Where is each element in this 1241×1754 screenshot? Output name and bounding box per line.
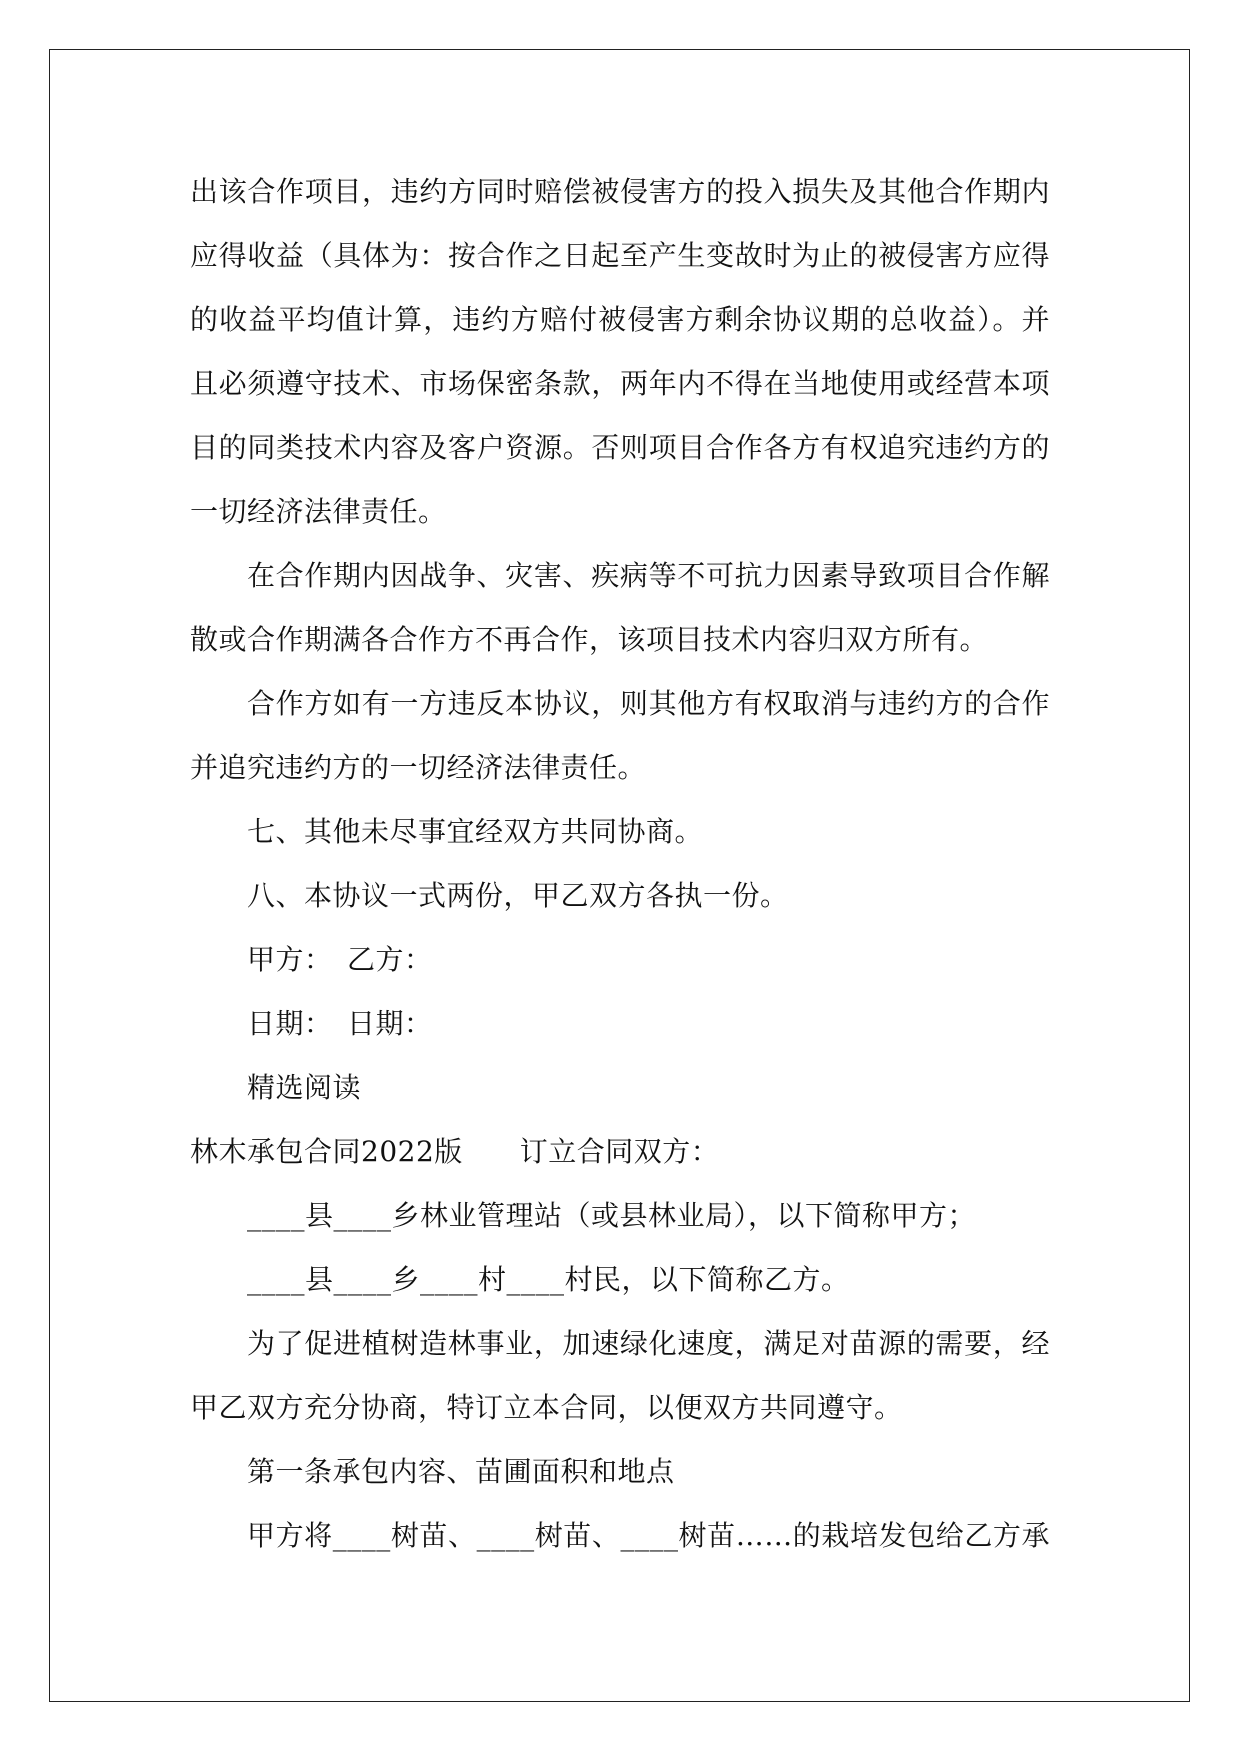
text-line: 为了促进植树造林事业，加速绿化速度，满足对苗源的需要，经 (247, 1327, 1050, 1360)
text-line: 散或合作期满各合作方不再合作，该项目技术内容归双方所有。 (190, 623, 989, 656)
article-heading: 第一条承包内容、苗圃面积和地点 (247, 1455, 675, 1488)
text-line: 合作方如有一方违反本协议，则其他方有权取消与违约方的合作 (247, 687, 1050, 720)
signature-party-labels: 甲方： 乙方： (247, 943, 433, 976)
text-line: 且必须遵守技术、市场保密条款，两年内不得在当地使用或经营本项 (190, 367, 1050, 400)
text-line: 出该合作项目，违约方同时赔偿被侵害方的投入损失及其他合作期内 (190, 175, 1050, 208)
text-line: 甲方将____树苗、____树苗、____树苗……的栽培发包给乙方承 (247, 1519, 1050, 1552)
text-line: 在合作期内因战争、灾害、疾病等不可抗力因素导致项目合作解 (247, 559, 1050, 592)
text-line: 的收益平均值计算，违约方赔付被侵害方剩余协议期的总收益）。并 (190, 303, 1050, 336)
text-line: ____县____乡林业管理站（或县林业局），以下简称甲方； (247, 1199, 977, 1232)
text-line: ____县____乡____村____村民，以下简称乙方。 (247, 1263, 850, 1296)
document-body (190, 160, 1050, 1568)
text-line: 并追究违约方的一切经济法律责任。 (190, 751, 647, 784)
section-heading: 精选阅读 (247, 1071, 362, 1104)
text-line: 一切经济法律责任。 (190, 495, 447, 528)
signature-date-labels: 日期： 日期： (247, 1007, 433, 1040)
text-line: 甲乙双方充分协商，特订立本合同，以便双方共同遵守。 (190, 1391, 903, 1424)
text-line: 八、本协议一式两份，甲乙双方各执一份。 (247, 879, 789, 912)
text-line: 七、其他未尽事宜经双方共同协商。 (247, 815, 704, 848)
text-line: 目的同类技术内容及客户资源。否则项目合作各方有权追究违约方的 (190, 431, 1050, 464)
text-line: 应得收益（具体为：按合作之日起至产生变故时为止的被侵害方应得 (190, 239, 1050, 272)
contract-title-line: 林木承包合同2022版 订立合同双方： (190, 1135, 720, 1168)
